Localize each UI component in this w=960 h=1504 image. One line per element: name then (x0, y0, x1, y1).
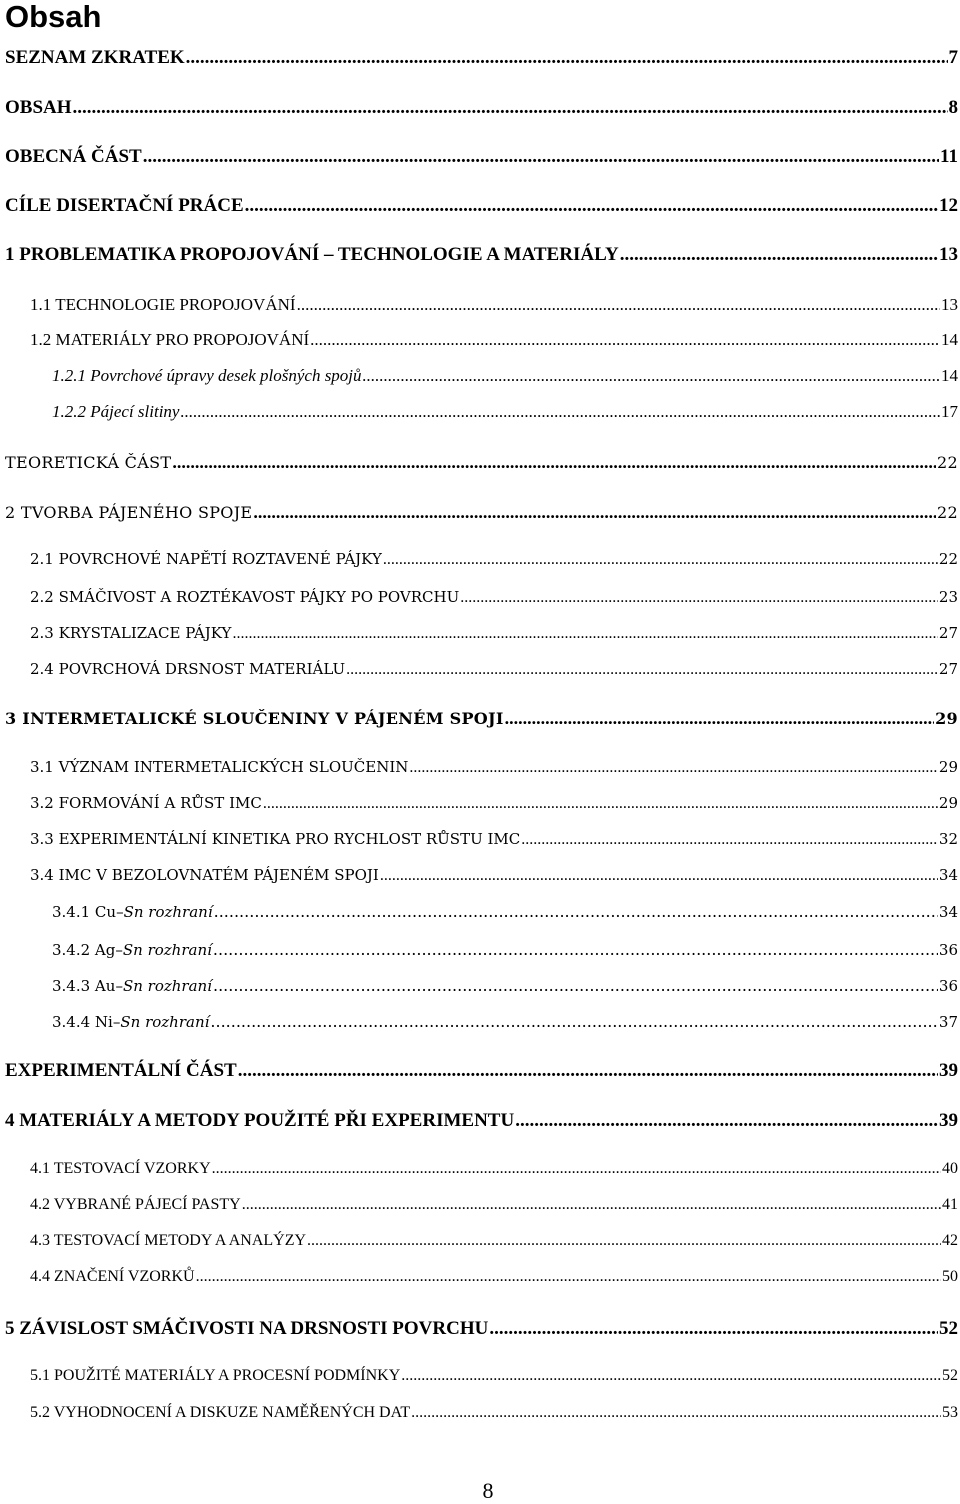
toc-entry-label: 3.4.2 Ag–Sn rozhraní (52, 941, 212, 959)
toc-dot-leader (297, 295, 940, 315)
toc-dot-leader (489, 1318, 938, 1340)
toc-dot-leader (213, 940, 938, 959)
toc-dot-leader (620, 244, 938, 266)
toc-dot-leader (232, 625, 937, 643)
toc-entry-2-3[interactable] (0, 624, 960, 643)
toc-dot-leader (213, 976, 938, 995)
toc-entry-3-4-3[interactable] (0, 976, 960, 995)
toc-entry-label: 4.1 TESTOVACÍ VZORKY (30, 1160, 211, 1177)
toc-entry-2-4[interactable] (0, 660, 960, 679)
toc-entry-1-2-1[interactable] (0, 366, 960, 386)
toc-dot-leader (180, 402, 940, 422)
toc-page-number: 36 (938, 977, 958, 995)
toc-page-number: 29 (935, 709, 958, 728)
toc-entry-4-3[interactable] (0, 1232, 960, 1250)
toc-entry-3-4-2[interactable] (0, 940, 960, 959)
toc-page-number: 12 (939, 195, 958, 216)
toc-entry-label: OBSAH (5, 97, 72, 118)
toc-entry-label: 2.4 POVRCHOVÁ DRSNOST MATERIÁLU (30, 660, 346, 678)
toc-entry-label: 2 TVORBA PÁJENÉHO SPOJE (5, 503, 253, 522)
toc-entry-3-4-1[interactable] (0, 902, 960, 921)
toc-entry-label: 3.4.4 Ni–Sn rozhraní (52, 1013, 210, 1031)
toc-entry-label: SEZNAM ZKRATEK (5, 47, 185, 68)
toc-entry-label: 1.2.1 Povrchové úpravy desek plošných spojů (52, 366, 362, 385)
toc-entry-label: 5.2 VYHODNOCENÍ A DISKUZE NAMĚŘENÝCH DAT (30, 1404, 411, 1421)
toc-entry-label: 3.4.1 Cu–Sn rozhraní (52, 903, 213, 921)
toc-entry-chapter-1[interactable] (0, 244, 960, 266)
toc-page-number: 39 (939, 1110, 958, 1131)
toc-dot-leader (380, 867, 938, 885)
toc-page-number: 22 (938, 550, 958, 568)
toc-entry-label: 4.2 VYBRANÉ PÁJECÍ PASTY (30, 1196, 241, 1213)
toc-entry-2-1[interactable] (0, 550, 960, 569)
toc-page-number: 29 (938, 758, 958, 776)
toc-entry-4-2[interactable] (0, 1196, 960, 1214)
toc-dot-leader (212, 1160, 941, 1178)
toc-page-number: 32 (938, 830, 958, 848)
toc-entry-label: 1.2.2 Pájecí slitiny (52, 402, 180, 421)
toc-entry-1-1[interactable] (0, 295, 960, 315)
toc-page-number: 8 (948, 97, 958, 118)
toc-page-number: 40 (942, 1160, 958, 1177)
toc-dot-leader (210, 1012, 938, 1031)
page-number-footer: 8 (482, 1478, 494, 1503)
toc-entry-2-2[interactable] (0, 588, 960, 607)
toc-entry-label: 3.4.3 Au–Sn rozhraní (52, 977, 212, 995)
toc-page-number: 11 (940, 146, 958, 167)
toc-entry-4-4[interactable] (0, 1268, 960, 1286)
toc-entry-label: OBECNÁ ČÁST (5, 146, 142, 167)
toc-dot-leader (143, 146, 939, 168)
toc-entry-5-2[interactable] (0, 1404, 960, 1422)
toc-dot-leader (307, 1232, 941, 1250)
toc-entry-label: 3.3 EXPERIMENTÁLNÍ KINETIKA PRO RYCHLOST RŮSTU IMC (30, 830, 521, 848)
toc-page-number: 52 (939, 1318, 958, 1339)
toc-entry-5-1[interactable] (0, 1367, 960, 1385)
toc-dot-leader (515, 1110, 938, 1132)
toc-page-number: 14 (941, 330, 958, 349)
toc-entry-label: CÍLE DISERTAČNÍ PRÁCE (5, 195, 244, 216)
toc-dot-leader (346, 661, 938, 679)
toc-entry-label: 1.2 MATERIÁLY PRO PROPOJOVÁNÍ (30, 330, 310, 349)
toc-page-number: 17 (941, 402, 958, 421)
toc-entry-label: 5 ZÁVISLOST SMÁČIVOSTI NA DRSNOSTI POVRCHU (5, 1318, 489, 1339)
toc-page-number: 27 (938, 624, 958, 642)
toc-page-number: 42 (942, 1232, 958, 1249)
toc-entry-label: 1.1 TECHNOLOGIE PROPOJOVÁNÍ (30, 295, 296, 314)
toc-page-number: 53 (942, 1404, 958, 1421)
toc-entry-label: 4.4 ZNAČENÍ VZORKŮ (30, 1268, 195, 1285)
toc-entry-3-3[interactable] (0, 830, 960, 849)
toc-entry-chapter-3[interactable] (0, 708, 960, 729)
toc-dot-leader (505, 708, 934, 729)
toc-dot-leader (383, 551, 938, 569)
toc-dot-leader (363, 366, 940, 386)
toc-page-number: 22 (937, 503, 958, 522)
toc-dot-leader (310, 330, 940, 350)
toc-entry-obsah[interactable] (0, 97, 960, 119)
toc-page-number: 34 (938, 903, 958, 921)
toc-entry-label: 2.2 SMÁČIVOST A ROZTÉKAVOST PÁJKY PO POVRCHU (30, 588, 460, 606)
toc-entry-teoreticka-cast[interactable] (0, 452, 960, 473)
toc-entry-3-2[interactable] (0, 794, 960, 813)
toc-entry-1-2-2[interactable] (0, 402, 960, 422)
toc-page-number: 7 (948, 47, 958, 68)
toc-dot-leader (521, 831, 938, 849)
toc-dot-leader (409, 759, 938, 777)
toc-page-number: 52 (942, 1367, 958, 1384)
toc-entry-chapter-5[interactable] (0, 1318, 960, 1340)
toc-entry-3-4[interactable] (0, 866, 960, 885)
toc-page-number: 37 (938, 1013, 958, 1031)
toc-dot-leader (242, 1196, 941, 1214)
toc-dot-leader (186, 47, 948, 69)
toc-page-number: 50 (942, 1268, 958, 1285)
toc-entry-label: 4.3 TESTOVACÍ METODY A ANALÝZY (30, 1232, 307, 1249)
toc-dot-leader (73, 97, 948, 119)
toc-dot-leader (460, 589, 938, 607)
toc-dot-leader (238, 1060, 938, 1082)
toc-dot-leader (196, 1268, 941, 1286)
toc-page-number: 13 (941, 295, 958, 314)
toc-entry-chapter-2[interactable] (0, 502, 960, 523)
toc-entry-cile[interactable] (0, 195, 960, 217)
toc-entry-label: 4 MATERIÁLY A METODY POUŽITÉ PŘI EXPERIMENTU (5, 1110, 515, 1131)
toc-dot-leader (263, 795, 938, 813)
toc-dot-leader (172, 452, 936, 473)
toc-page-number: 29 (938, 794, 958, 812)
toc-entry-1-2[interactable] (0, 330, 960, 350)
toc-entry-obecna-cast[interactable] (0, 146, 960, 168)
toc-dot-leader (253, 502, 936, 523)
toc-entry-label: 3.2 FORMOVÁNÍ A RŮST IMC (30, 794, 262, 812)
toc-dot-leader (401, 1367, 941, 1385)
toc-entry-label: 3.4 IMC V BEZOLOVNATÉM PÁJENÉM SPOJI (30, 866, 379, 884)
toc-page-number: 27 (938, 660, 958, 678)
toc-entry-label: TEORETICKÁ ČÁST (5, 453, 172, 472)
toc-page-number: 14 (941, 366, 958, 385)
toc-dot-leader (214, 902, 938, 921)
toc-entry-label: 5.1 POUŽITÉ MATERIÁLY A PROCESNÍ PODMÍNKY (30, 1367, 401, 1384)
toc-entry-label: 3 INTERMETALICKÉ SLOUČENINY V PÁJENÉM SPOJI (5, 709, 504, 728)
toc-entry-label: EXPERIMENTÁLNÍ ČÁST (5, 1060, 237, 1081)
toc-page-number: 13 (939, 244, 958, 265)
toc-entry-4-1[interactable] (0, 1160, 960, 1178)
toc-page-number: 41 (942, 1196, 958, 1213)
toc-dot-leader (245, 195, 938, 217)
toc-page-number: 39 (939, 1060, 958, 1081)
toc-entry-label: 3.1 VÝZNAM INTERMETALICKÝCH SLOUČENIN (30, 758, 409, 776)
toc-entry-chapter-4[interactable] (0, 1110, 960, 1132)
toc-entry-label: 2.1 POVRCHOVÉ NAPĚTÍ ROZTAVENÉ PÁJKY (30, 550, 382, 568)
toc-dot-leader (411, 1404, 941, 1422)
toc-entry-label: 2.3 KRYSTALIZACE PÁJKY (30, 624, 232, 642)
toc-entry-seznam-zkratek[interactable] (0, 47, 960, 69)
toc-page-number: 22 (937, 453, 958, 472)
toc-page-number: 34 (938, 866, 958, 884)
toc-entry-3-1[interactable] (0, 758, 960, 777)
toc-page-number: 36 (938, 941, 958, 959)
toc-entry-3-4-4[interactable] (0, 1012, 960, 1031)
toc-entry-label: 1 PROBLEMATIKA PROPOJOVÁNÍ – TECHNOLOGIE A MATERIÁLY (5, 244, 619, 265)
page-title: Obsah (5, 0, 102, 34)
toc-page-number: 23 (938, 588, 958, 606)
toc-entry-experimentalni-cast[interactable] (0, 1060, 960, 1082)
